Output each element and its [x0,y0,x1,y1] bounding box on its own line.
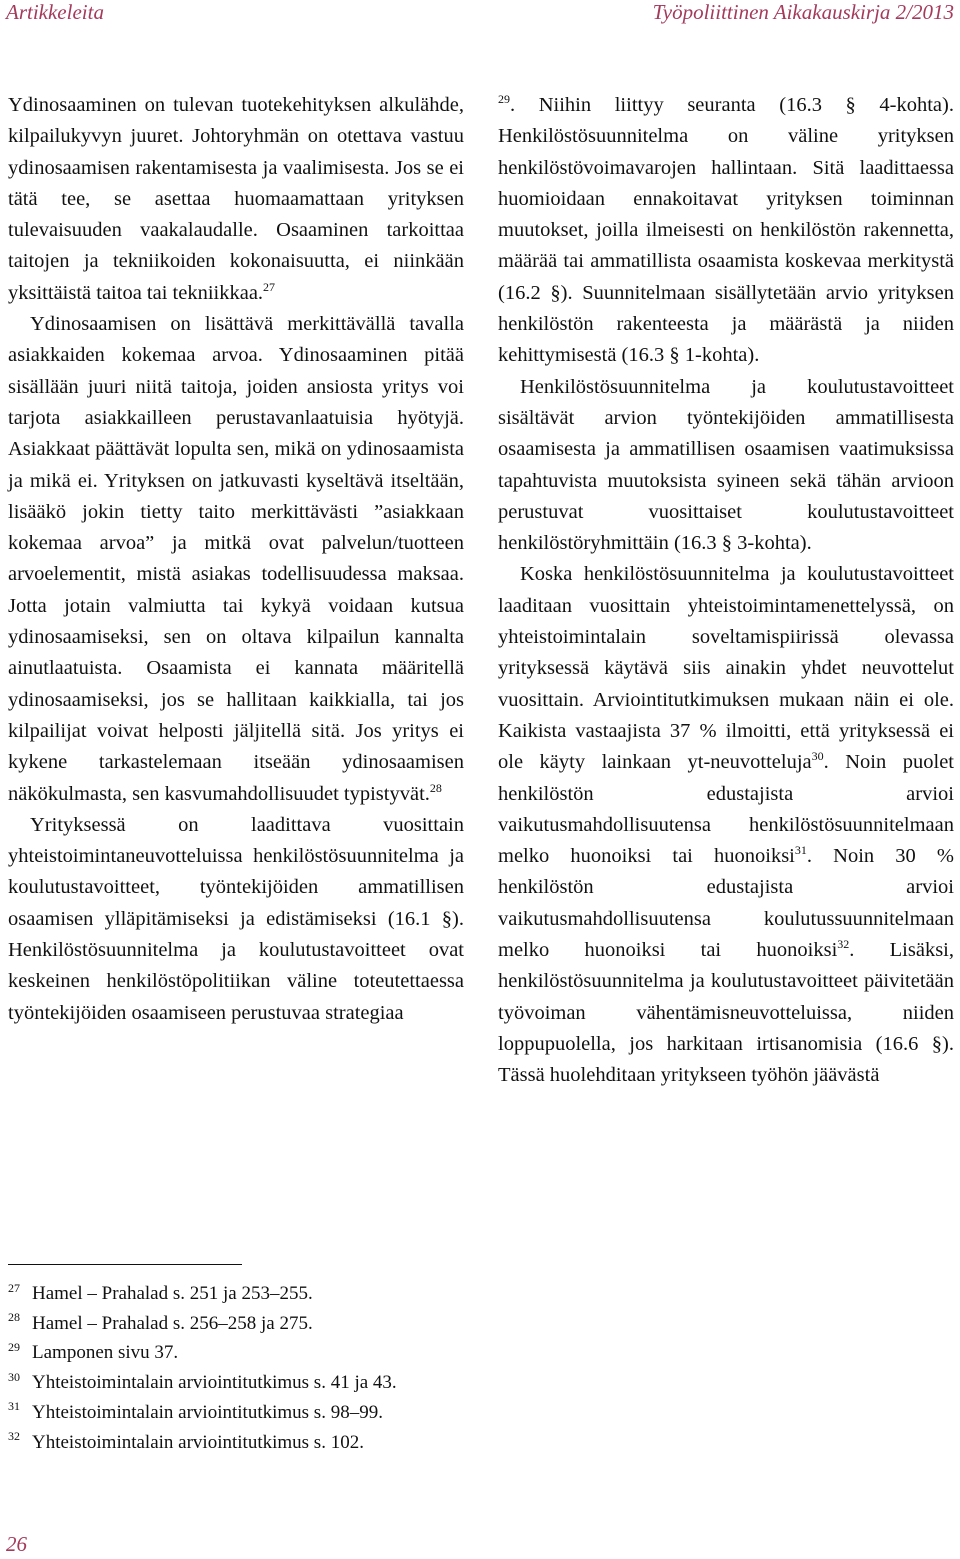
footnote-ref: 29 [498,92,510,107]
paragraph-text: . Niihin liittyy seuranta (16.3 § 4-kohta). Henkilöstösuunnitelma on väline yrityksen henkilöstövoimavarojen hallintaan. Sitä laadittaessa huomioidaan ennakoitavat yrityksen toiminnan muutokset, joilla ilmeisesti on henkilöstön rakennetta, määrää tai ammatillista osaamista koskevaa merkitystä (16.2 §). Suunnitelmaan sisällytetään arvio yrityksen henkilöstön rakenteesta ja määrästä ja niiden kehittymisestä (16.3 § 1-kohta). [498,94,954,367]
footnotes [8,1279,608,1457]
paragraph-text: Ydinosaaminen on tulevan tuotekehityksen alkulähde, kilpailukyvyn juuret. Johtoryhmän on otettava vastuu ydinosaamisen rakentamisesta ja vaalimisesta. Jos se ei tätä tee, se asettaa huomaamattaan yrityksen tulevaisuuden vaakalaudalle. Osaaminen tarkoittaa taitojen ja tekniikoiden kokonaisuutta, ei niinkään yksittäistä taitoa tai tekniikkaa. [8,94,464,304]
paragraph-text: Ydinosaamisen on lisättävä merkittävällä tavalla asiakkaiden kokemaa arvoa. Ydinosaaminen pitää sisällään juuri niitä taitoja, joiden ansiosta yritys voi tarjota asiakkailleen perustavanlaatuisia hyötyjä. Asiakkaat päättävät lopulta sen, mikä on ydinosaamista ja mikä ei. Yrityksen on jatkuvasti kyseltävä itseltään, lisääkö jokin tietty taito merkittävästi ”asiakkaan kokemaa arvoa” ja mitkä ovat palvelun/tuotteen arvoelementit, mistä asiakas todellisuudessa maksaa. Jotta jotain valmiutta tai kykyä voidaan kutsua ydinosaamiseksi, sen on oltava kilpailun kannalta ainutlaatuista. Osaamista ei kannata määritellä ydinosaamiseksi, jos se hallitaan kaikkialla, tai jos kilpailijat voivat helposti jäljitellä sitä. Jos yritys ei kykene tarkastelemaan itseään ydinosaamisen näkökulmasta, sen kasvumahdollisuudet typistyvät. [8,313,464,805]
paragraph [8,309,464,810]
footnote-text: Yhteistoimintalain arviointitutkimus s. 102. [32,1431,364,1453]
footnote-ref: 30 [811,749,824,764]
footnote-text: Lamponen sivu 37. [32,1342,179,1364]
paragraph [498,372,954,560]
footnote: 32 Yhteistoimintalain arviointitutkimus s. 102. [8,1429,364,1453]
left-column [8,90,464,1029]
footnote: 30 Yhteistoimintalain arviointitutkimus s. 41 ja 43. [8,1369,397,1394]
paragraph [8,90,464,309]
paragraph [8,810,464,1029]
running-header [6,0,954,24]
footnote-text: Hamel – Prahalad s. 256–258 ja 275. [32,1312,313,1334]
footnote-ref: 28 [429,780,442,795]
paragraph-text: . Lisäksi, henkilöstösuunnitelma ja koulutustavoitteet päivitetään työvoiman vähentämisneuvotteluissa, niiden loppupuolella, jos harkitaan irtisanomisia (16.6 §). Tässä huolehditaan yritykseen työhön jäävästä [498,939,954,1087]
footnote: 27 Hamel – Prahalad s. 251 ja 253–255. [8,1280,313,1304]
footnote-ref: 32 [837,937,850,952]
footnote-ref: 27 [263,279,276,294]
right-column [498,90,954,1092]
footnote-ref: 31 [794,843,807,858]
footnote: 29 Lamponen sivu 37. [8,1340,179,1364]
footnote: 28 Hamel – Prahalad s. 256–258 ja 275. [8,1310,313,1334]
paragraph [498,559,954,1091]
page-number: 26 [6,1532,27,1556]
footnote-text: Hamel – Prahalad s. 251 ja 253–255. [32,1283,313,1304]
paragraph-text: . Noin 30 % henkilöstön edustajista arvioi vaikutusmahdollisuutensa koulutussuunnitelmaan melko huonoiksi tai huonoiksi [498,845,955,962]
footnote: 31 Yhteistoimintalain arviointitutkimus s. 98–99. [8,1399,383,1423]
paragraph-text: Henkilöstösuunnitelma ja koulutustavoitteet sisältävät arvion työntekijöiden ammatillisesta osaamisesta ja ammatillisen osaamisen vaatimuksissa tapahtuvista muutoksista syineen sekä tähän arvioon perustuvat vuosittaiset koulutustavoitteet henkilöstöryhmittäin (16.3 § 3-kohta). [498,375,954,555]
paragraph-text: . Noin puolet henkilöstön edustajista arvioi vaikutusmahdollisuutensa henkilöstösuunnitelmaan melko huonoiksi tai huonoiksi [498,751,954,868]
footnote-divider [8,1264,242,1265]
paragraph-text: Yrityksessä on laadittava vuosittain yhteistoimintaneuvotteluissa henkilöstösuunnitelma ja koulutustavoitteet, työntekijöiden ammatillisen osaamisen ylläpitämiseksi ja edistämiseksi (16.1 §). Henkilöstösuunnitelma ja koulutustavoitteet ovat keskeinen henkilöstöpolitiikan väline toteutettaessa työntekijöiden osaamiseen perustuvaa strategiaa [8,813,464,1024]
journal-title: Työpoliittinen Aikakauskirja 2/2013 [652,0,954,24]
paragraph-text: Koska henkilöstösuunnitelma ja koulutustavoitteet laaditaan vuosittain yhteistoimintamenettelyssä, on yhteistoimintalain soveltamispiirissä olevassa yrityksessä käytävä siis ainakin yhdet neuvottelut vuosittain. Arviointitutkimuksen mukaan näin ei ole. Kaikista vastaajista 37 % ilmoitti, että yrityksessä ei ole käyty lainkaan yt-neuvotteluja [498,563,954,774]
section-label: Artikkeleita [6,0,104,24]
footnote-text: Yhteistoimintalain arviointitutkimus s. 98–99. [32,1401,383,1423]
paragraph [498,90,954,372]
footnote-text: Yhteistoimintalain arviointitutkimus s. 41 ja 43. [32,1372,397,1394]
